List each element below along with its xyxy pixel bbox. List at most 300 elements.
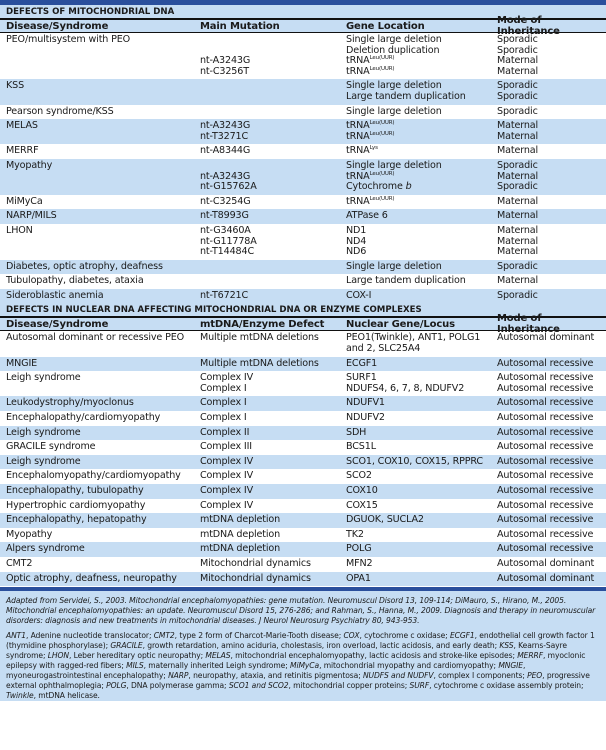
table-row	[0, 79, 606, 104]
gene-cell	[346, 333, 497, 354]
cell-text: Cytochrome	[346, 181, 406, 193]
table-row	[0, 209, 606, 224]
section-title: DEFECTS IN NUCLEAR DNA AFFECTING MITOCHONDRIAL DNA OR ENZYME COMPLEXES	[0, 303, 606, 316]
cell-line: NDUFS4, 6, 7, 8, NDUFV2	[346, 382, 465, 394]
cell-line: Autosomal recessive	[497, 470, 594, 482]
disease-cell	[0, 486, 200, 497]
cell-line: Single large deletion	[346, 260, 442, 272]
cell-line: ND6	[346, 246, 367, 258]
abbreviation-definition: Adenine nucleotide translocator	[30, 631, 149, 641]
abbreviation-definition: endothelial cell growth factor 1 (thymidine phosphorylase)	[6, 631, 595, 651]
gene-cell	[346, 515, 497, 526]
cell-line: Autosomal recessive	[497, 382, 594, 394]
cell-line	[346, 67, 497, 78]
italic-text: b	[405, 181, 412, 193]
disease-cell	[0, 81, 200, 102]
table-row	[0, 159, 606, 195]
disease-name: Encephalomyopathy/cardiomyopathy	[6, 470, 181, 482]
table-row	[0, 440, 606, 455]
cell-line: nt-C3256T	[200, 65, 249, 77]
superscript: Leu(UUR)	[369, 120, 395, 127]
disease-name: Autosomal dominant or recessive PEO	[6, 332, 185, 344]
cell-line: Mitochondrial dynamics	[200, 557, 311, 569]
gene-cell	[346, 359, 497, 370]
column-header: Nuclear Gene/Locus	[346, 318, 455, 330]
cell-line: SDH	[346, 426, 367, 438]
disease-cell	[0, 501, 200, 512]
disease-name: Alpers syndrome	[6, 543, 85, 555]
abbreviation-definition: mitochondrial myopathy and cardiomyopathy	[323, 661, 494, 671]
cell-line: Complex I	[200, 382, 247, 394]
column-header: Main Mutation	[200, 20, 280, 32]
cell-line: Autosomal dominant	[497, 557, 595, 569]
cell-line	[200, 262, 346, 273]
disease-name: Diabetes, optic atrophy, deafness	[6, 260, 163, 272]
abbreviation-term: SURF	[409, 681, 430, 691]
section-title: DEFECTS OF MITOCHONDRIAL DNA	[0, 5, 606, 18]
abbreviation-term: PEO	[527, 671, 543, 681]
abbreviation-definition: Kearns-Sayre syndrome	[6, 641, 567, 661]
mutation-cell	[200, 559, 346, 570]
source-citation: Adapted from Servidei, S., 2003. Mitochondrial encephalomyopathies: gene mutation. Neuromuscul Disord 13, 109-114; DiMauro, S., Hirano, M., 2005. Mitochondrial encephalomyopathies: an update. Neuromuscul Disord 15, 276-286; and Rahman, S., Hanna, M., 2009. Diagnosis and therapy in neuromuscular disorders: diagnosis and new treatments in mitochondrial diseases. J Neurol Neurosurg Psychiatry 80, 943-953.	[6, 596, 596, 626]
disease-name: LHON	[6, 224, 33, 236]
column-header: Mode of Inheritance	[497, 15, 560, 37]
disease-cell	[0, 457, 200, 468]
table-row	[0, 426, 606, 441]
table-row	[0, 371, 606, 396]
gene-cell	[346, 559, 497, 570]
column-header: Disease/Syndrome	[6, 318, 109, 330]
cell-line: mtDNA depletion	[200, 528, 281, 540]
abbreviation-term: MILS	[126, 661, 144, 671]
cell-line: Single large deletion	[346, 80, 442, 92]
mutation-cell	[200, 107, 346, 118]
inheritance-cell	[497, 146, 606, 157]
abbreviation-term: POLG	[106, 681, 127, 691]
cell-line: mtDNA depletion	[200, 543, 281, 555]
table-row	[0, 455, 606, 470]
cell-line: nt-T8993G	[200, 210, 249, 222]
cell-line: Autosomal recessive	[497, 543, 594, 555]
table-row	[0, 572, 606, 587]
disease-cell	[0, 559, 200, 570]
disease-cell	[0, 530, 200, 541]
column-header: Gene Location	[346, 20, 425, 32]
table-row	[0, 224, 606, 260]
mutation-cell	[200, 544, 346, 555]
cell-line: Complex IV	[200, 470, 254, 482]
mutation-cell	[200, 486, 346, 497]
disease-name: GRACILE syndrome	[6, 441, 96, 453]
cell-line: Maternal	[497, 224, 539, 236]
cell-line: mtDNA depletion	[200, 514, 281, 526]
cell-line: NDUFV1	[346, 397, 385, 409]
disease-name: MELAS	[6, 120, 38, 132]
disease-name: MERRF	[6, 145, 39, 157]
cell-line: Complex IV	[200, 372, 254, 384]
mutation-cell	[200, 211, 346, 222]
disease-name: Encephalopathy, tubulopathy	[6, 485, 144, 496]
inheritance-cell	[497, 161, 606, 193]
cell-line: Autosomal recessive	[497, 485, 594, 496]
cell-line: COX15	[346, 499, 378, 511]
gene-cell	[346, 197, 497, 208]
disease-cell	[0, 262, 200, 273]
cell-line: Sporadic	[497, 44, 538, 56]
inheritance-cell	[497, 262, 606, 273]
disease-name: Tubulopathy, diabetes, ataxia	[6, 275, 144, 287]
cell-line: nt-A3243G	[200, 55, 251, 67]
cell-line: NDUFV2	[346, 412, 385, 424]
column-header: Mode of Inheritance	[497, 313, 560, 336]
superscript: Leu(UUR)	[369, 195, 395, 202]
inheritance-cell	[497, 501, 606, 512]
cell-line: Sporadic	[497, 34, 538, 45]
cell-line: Autosomal recessive	[497, 412, 594, 424]
abbreviation-definition: cytochrome c oxidase	[364, 631, 446, 641]
mutation-cell	[200, 442, 346, 453]
disease-name: Leukodystrophy/myoclonus	[6, 397, 134, 409]
gene-cell	[346, 226, 497, 258]
gene-cell	[346, 544, 497, 555]
cell-line: nt-A8344G	[200, 145, 251, 157]
inheritance-cell	[497, 197, 606, 208]
disease-cell	[0, 197, 200, 208]
disease-name: KSS	[6, 80, 25, 92]
inheritance-cell	[497, 226, 606, 258]
mitochondrial-disorders-table	[0, 5, 606, 586]
abbreviation-term: SCO1 and SCO2	[228, 681, 289, 691]
abbreviation-term: ANT1	[6, 631, 26, 641]
inheritance-cell	[497, 107, 606, 118]
inheritance-cell	[497, 574, 606, 585]
cell-line: BCS1L	[346, 441, 376, 453]
cell-line: Sporadic	[497, 260, 538, 272]
gene-cell	[346, 373, 497, 394]
abbreviation-term: NUDFS and NUDFV	[362, 671, 434, 681]
gene-cell	[346, 413, 497, 424]
disease-cell	[0, 515, 200, 526]
disease-cell	[0, 291, 200, 302]
cell-line: Sporadic	[497, 181, 538, 193]
table-row	[0, 33, 606, 79]
table-row	[0, 557, 606, 572]
cell-line: nt-A3243G	[200, 120, 251, 132]
disease-cell	[0, 276, 200, 287]
disease-cell	[0, 35, 200, 77]
cell-line	[346, 146, 497, 157]
abbreviation-definition: myoclonic epilepsy with ragged-red fibers	[6, 651, 586, 671]
disease-name: Leigh syndrome	[6, 426, 81, 438]
cell-line: Maternal	[497, 65, 539, 77]
gene-cell	[346, 398, 497, 409]
cell-line: Complex IV	[200, 455, 254, 467]
inheritance-cell	[497, 515, 606, 526]
disease-cell	[0, 373, 200, 394]
mutation-cell	[200, 35, 346, 77]
cell-line: Complex I	[200, 397, 247, 409]
disease-name: Leigh syndrome	[6, 455, 81, 467]
disease-cell	[0, 226, 200, 258]
gene-cell	[346, 501, 497, 512]
cell-line: Autosomal dominant	[497, 572, 595, 584]
gene-cell	[346, 428, 497, 439]
cell-line: COX10	[346, 485, 378, 496]
gene-cell	[346, 457, 497, 468]
inheritance-cell	[497, 559, 606, 570]
cell-line	[200, 81, 346, 92]
cell-line: nt-T14484C	[200, 246, 255, 258]
cell-line: Maternal	[497, 55, 539, 67]
mutation-cell	[200, 333, 346, 354]
column-header: Disease/Syndrome	[6, 20, 109, 32]
disease-name: Hypertrophic cardiomyopathy	[6, 499, 146, 511]
cell-line	[346, 132, 497, 143]
cell-line: Maternal	[497, 170, 539, 182]
disease-cell	[0, 544, 200, 555]
cell-line: ATPase 6	[346, 210, 388, 222]
disease-name: Myopathy	[6, 159, 53, 171]
table-row	[0, 331, 606, 356]
cell-line: Large tandem duplication	[346, 90, 466, 102]
mutation-cell	[200, 226, 346, 258]
inheritance-cell	[497, 211, 606, 222]
cell-line: POLG	[346, 543, 372, 555]
disease-name: Optic atrophy, deafness, neuropathy	[6, 572, 177, 584]
cell-line: Sporadic	[497, 105, 538, 117]
disease-name: Encephalopathy/cardiomyopathy	[6, 412, 161, 424]
abbreviation-term: ECGF1	[449, 631, 475, 641]
superscript: Lys	[369, 145, 378, 152]
disease-cell	[0, 359, 200, 370]
cell-line	[200, 161, 346, 172]
table-row	[0, 105, 606, 120]
cell-text: tRNA	[346, 195, 370, 207]
cell-line: Maternal	[497, 195, 539, 207]
gene-cell	[346, 442, 497, 453]
inheritance-cell	[497, 544, 606, 555]
inheritance-cell	[497, 471, 606, 482]
cell-line: Maternal	[497, 145, 539, 157]
table-row	[0, 542, 606, 557]
abbreviation-term: COX	[343, 631, 360, 641]
gene-cell	[346, 291, 497, 302]
cell-line: Autosomal recessive	[497, 528, 594, 540]
abbreviation-definition: mtDNA helicase.	[38, 691, 100, 701]
mutation-cell	[200, 276, 346, 287]
table-row	[0, 144, 606, 159]
abbreviation-definition: myoneurogastrointestinal encephalopathy	[6, 671, 164, 681]
abbreviation-definition: progressive external ophthalmoplegia	[6, 671, 590, 691]
inheritance-cell	[497, 291, 606, 302]
abbreviation-definition: cytochrome c oxidase assembly protein	[433, 681, 581, 691]
superscript: Leu(UUR)	[369, 55, 395, 62]
abbreviation-term: LHON	[47, 651, 69, 661]
cell-line	[200, 35, 346, 46]
disease-name: CMT2	[6, 557, 33, 569]
inheritance-cell	[497, 121, 606, 142]
cell-line: DGUOK, SUCLA2	[346, 514, 424, 526]
inheritance-cell	[497, 35, 606, 77]
cell-line: Complex IV	[200, 499, 254, 511]
cell-line: OPA1	[346, 572, 371, 584]
mutation-cell	[200, 457, 346, 468]
mutation-cell	[200, 413, 346, 424]
inheritance-cell	[497, 398, 606, 409]
abbreviation-definition: Leber hereditary optic neuropathy	[73, 651, 201, 661]
gene-cell	[346, 471, 497, 482]
inheritance-cell	[497, 457, 606, 468]
gene-cell	[346, 161, 497, 193]
cell-line: nt-G15762A	[200, 181, 257, 193]
disease-name: PEO/multisystem with PEO	[6, 34, 131, 45]
cell-line: Sporadic	[497, 289, 538, 301]
mutation-cell	[200, 574, 346, 585]
abbreviation-term: GRACILE	[110, 641, 143, 651]
cell-line: SCO2	[346, 470, 372, 482]
cell-text: tRNA	[346, 145, 370, 157]
column-header-row	[0, 15, 606, 37]
table-row	[0, 484, 606, 499]
cell-line: Autosomal dominant	[497, 332, 595, 344]
disease-cell	[0, 442, 200, 453]
inheritance-cell	[497, 81, 606, 102]
cell-line: ND1	[346, 224, 367, 236]
cell-line: Sporadic	[497, 90, 538, 102]
disease-name: Sideroblastic anemia	[6, 289, 104, 301]
cell-line: TK2	[346, 528, 364, 540]
cell-line	[200, 276, 346, 287]
disease-name: MNGIE	[6, 357, 38, 369]
gene-cell	[346, 262, 497, 273]
inheritance-cell	[497, 413, 606, 424]
gene-cell	[346, 530, 497, 541]
cell-line: Maternal	[497, 246, 539, 258]
cell-line: Deletion duplication	[346, 44, 440, 56]
inheritance-cell	[497, 359, 606, 370]
cell-line: Multiple mtDNA deletions	[200, 332, 319, 344]
superscript: Leu(UUR)	[369, 130, 395, 137]
cell-line: and 2, SLC25A4	[346, 343, 421, 355]
cell-line: Maternal	[497, 235, 539, 247]
cell-line: PEO1(Twinkle), ANT1, POLG1	[346, 332, 481, 344]
table-row	[0, 396, 606, 411]
gene-cell	[346, 486, 497, 497]
abbreviation-definition: complex I components	[438, 671, 523, 681]
abbreviations: ANT1, Adenine nucleotide translocator; CMT2, type 2 form of Charcot-Marie-Tooth disease; COX, cytochrome c oxidase; ECGF1, endothelial cell growth factor 1 (thymidine phosphorylase); GRACILE, growth retardation, amino aciduria, cholestasis, iron overload, lactic acidosis, and early death; KSS, Kearns-Sayre syndrome; LHON, Leber hereditary optic neuropathy; MELAS, mitochondrial encephalomyopathy, lactic acidosis and stroke-like episodes; MERRF, myoclonic epilepsy with ragged-red fibers; MILS, maternally inherited Leigh syndrome; MiMyCa, mitochondrial myopathy and cardiomyopathy; MNGIE, myoneurogastrointestinal encephalopathy; NARP, neuropathy, ataxia, and retinitis pigmentosa; NUDFS and NUDFV, complex I components; PEO, progressive external ophthalmoplegia; POLG, DNA polymerase gamma; SCO1 and SCO2, mitochondrial copper proteins; SURF, cytochrome c oxidase assembly protein; Twinkle, mtDNA helicase.	[6, 631, 595, 701]
disease-cell	[0, 161, 200, 193]
disease-cell	[0, 107, 200, 118]
mutation-cell	[200, 398, 346, 409]
mutation-cell	[200, 81, 346, 102]
cell-line: Single large deletion	[346, 34, 442, 45]
cell-line: Single large deletion	[346, 159, 442, 171]
cell-text: tRNA	[346, 55, 370, 67]
table-footer	[0, 591, 606, 701]
cell-line: Single large deletion	[346, 105, 442, 117]
inheritance-cell	[497, 442, 606, 453]
mutation-cell	[200, 161, 346, 193]
cell-text: tRNA	[346, 65, 370, 77]
table-row	[0, 513, 606, 528]
disease-name: Encephalopathy, hepatopathy	[6, 514, 147, 526]
disease-cell	[0, 333, 200, 354]
cell-line: Complex IV	[200, 485, 254, 496]
abbreviation-term: Twinkle	[6, 691, 34, 701]
cell-line: Maternal	[497, 275, 539, 287]
inheritance-cell	[497, 428, 606, 439]
abbreviation-term: MNGIE	[498, 661, 523, 671]
table-row	[0, 499, 606, 514]
disease-name: Myopathy	[6, 528, 53, 540]
cell-line: Sporadic	[497, 80, 538, 92]
cell-line: Multiple mtDNA deletions	[200, 357, 319, 369]
cell-line	[346, 197, 497, 208]
cell-line: Complex II	[200, 426, 250, 438]
cell-line: ND4	[346, 235, 367, 247]
cell-line: nt-G3460A	[200, 224, 251, 236]
cell-line: Autosomal recessive	[497, 455, 594, 467]
abbreviation-definition: maternally inherited Leigh syndrome	[148, 661, 286, 671]
cell-line	[200, 92, 346, 103]
disease-name: MiMyCa	[6, 195, 43, 207]
cell-line: COX-I	[346, 289, 372, 301]
column-header-row	[0, 313, 606, 336]
cell-line: Autosomal recessive	[497, 372, 594, 384]
inheritance-cell	[497, 530, 606, 541]
cell-line: Autosomal recessive	[497, 514, 594, 526]
cell-line: Autosomal recessive	[497, 499, 594, 511]
mutation-cell	[200, 121, 346, 142]
superscript: Leu(UUR)	[369, 170, 395, 177]
disease-name: NARP/MILS	[6, 210, 57, 222]
gene-cell	[346, 211, 497, 222]
cell-line: nt-T6721C	[200, 289, 249, 301]
inheritance-cell	[497, 276, 606, 287]
cell-line: Maternal	[497, 120, 539, 132]
gene-cell	[346, 276, 497, 287]
mutation-cell	[200, 262, 346, 273]
cell-line: Complex I	[200, 412, 247, 424]
superscript: Leu(UUR)	[369, 65, 395, 72]
disease-cell	[0, 121, 200, 142]
table-row	[0, 119, 606, 144]
cell-line: Complex III	[200, 441, 252, 453]
abbreviation-definition: mitochondrial encephalomyopathy, lactic acidosis and stroke-like episodes	[235, 651, 513, 661]
table-row	[0, 289, 606, 304]
disease-cell	[0, 146, 200, 157]
table-row	[0, 528, 606, 543]
cell-line: nt-G11778A	[200, 235, 257, 247]
abbreviation-term: MiMyCa	[290, 661, 320, 671]
disease-cell	[0, 574, 200, 585]
cell-line: Sporadic	[497, 159, 538, 171]
table-row	[0, 195, 606, 210]
gene-cell	[346, 107, 497, 118]
cell-line: SCO1, COX10, COX15, RPPRC	[346, 455, 483, 467]
abbreviation-definition: mitochondrial copper proteins	[293, 681, 405, 691]
gene-cell	[346, 146, 497, 157]
disease-cell	[0, 413, 200, 424]
inheritance-cell	[497, 486, 606, 497]
disease-name: Pearson syndrome/KSS	[6, 105, 114, 117]
disease-cell	[0, 398, 200, 409]
cell-line: Maternal	[497, 210, 539, 222]
mutation-cell	[200, 471, 346, 482]
abbreviation-definition: type 2 form of Charcot-Marie-Tooth disease	[179, 631, 339, 641]
mutation-cell	[200, 530, 346, 541]
mutation-cell	[200, 197, 346, 208]
